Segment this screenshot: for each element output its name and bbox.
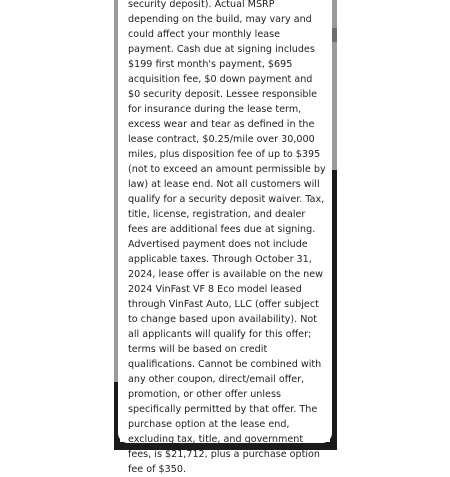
disclaimer-text: security deposit). Actual MSRP depending on the build, may vary and could affect your monthly lease payment. Cash due at signing includes $199 first month's payment, $695 acquisition fee, $0 down payment and $0 security deposit. Lessee responsible for insurance during the lease term, excess wear and tear as defined in the lease contract, $0.25/mile over 30,000 miles, plus disposition fee of up to $395 (not to exceed an amount permissible by law) at lease end. Not all customers will qualify for a security deposit waiver. Tax, title, license, registration, and dealer fees are additional fees due at signing. Advertised payment does not include applicable taxes. Through October 31, 2024, lease offer is available on the new 2024 VinFast VF 8 Eco model leased through VinFast Auto, LLC (offer subject to change based upon availability). Not all applicants will qualify for this offer; terms will be based on credit qualifications. Cannot be combined with any other coupon, direct/email offer, promotion, or other offer unless specifically permitted by that offer. The purchase option at the lease end, excluding tax, title, and government fees, is $21,712, plus a purchase option fee of $350.	[128, 0, 326, 475]
disclaimer-modal[interactable]	[118, 0, 332, 475]
